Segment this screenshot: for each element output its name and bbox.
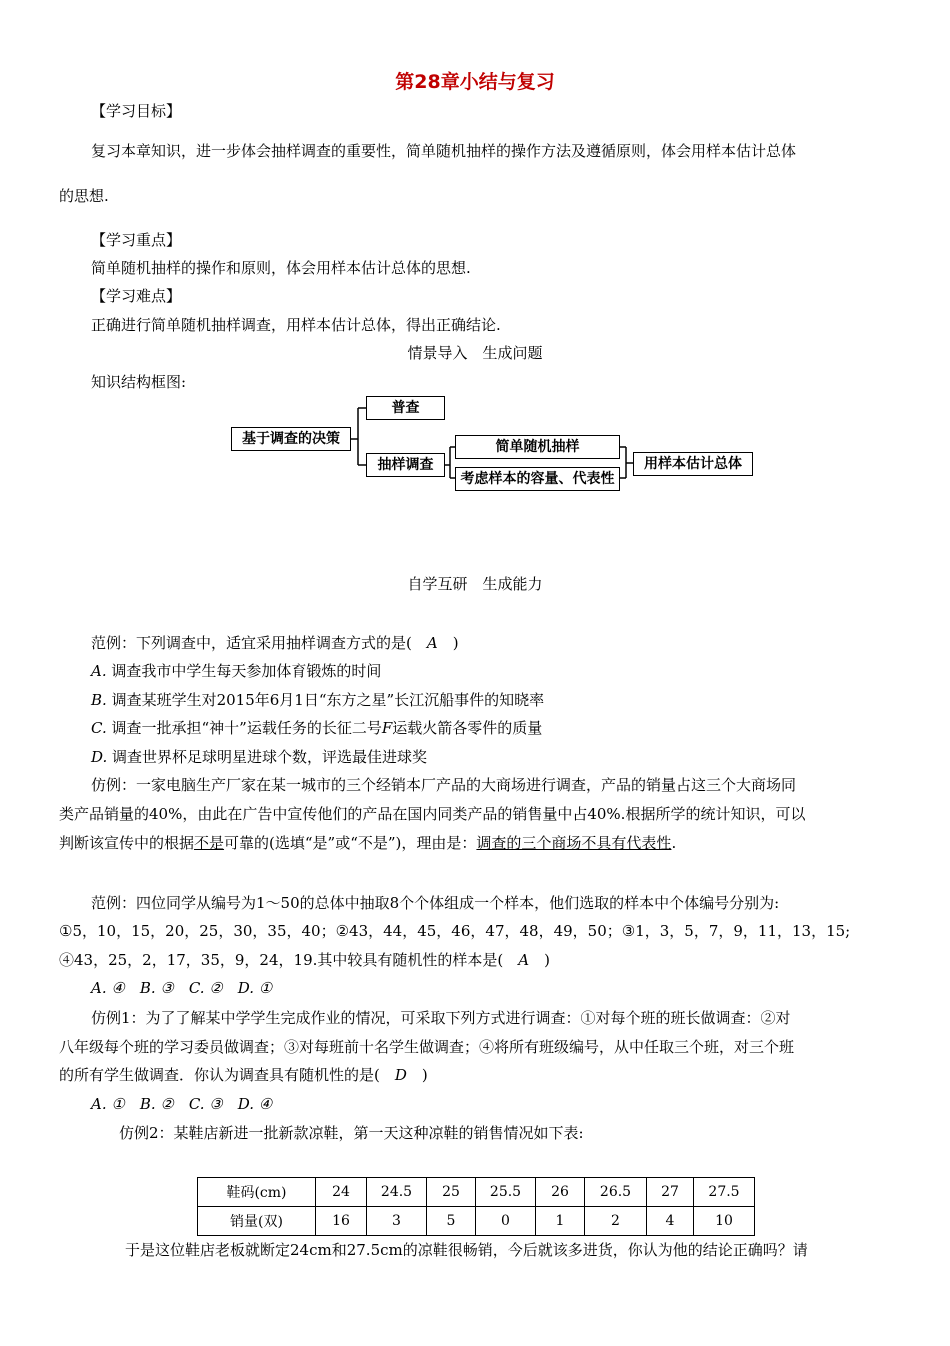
table-cell: 5: [427, 1207, 476, 1236]
table-cell: 26.5: [585, 1178, 647, 1207]
table-cell: 2: [585, 1207, 647, 1236]
example1-option-d: D. 调查世界杯足球明星进球个数，评选最佳进球奖: [91, 748, 428, 766]
goal-text-line2: 的思想.: [59, 187, 109, 205]
diagram-label: 知识结构框图:: [91, 373, 187, 391]
section-heading-1: 情景导入 生成问题: [407, 344, 543, 362]
focus-heading: 【学习重点】: [91, 231, 182, 249]
example2-options: A. ④ B. ③ C. ② D. ①: [91, 979, 273, 997]
example2-line1: 范例：四位同学从编号为1～50的总体中抽取8个个体组成一个样本，他们选取的样本中个体编号分别为:: [91, 894, 780, 912]
table-cell: 25.5: [476, 1178, 536, 1207]
imitation1-line3: 判断该宣传中的根据不是可靠的(选填“是”或“不是”)，理由是：调查的三个商场不具有代表性.: [59, 834, 677, 852]
imitation2-options: A. ① B. ② C. ③ D. ④: [91, 1095, 273, 1113]
table-cell: 24.5: [367, 1178, 427, 1207]
goal-heading: 【学习目标】: [91, 102, 182, 120]
diagram-node-sampling: 抽样调查: [366, 453, 445, 477]
example2-line2: ①5，10，15，20，25，30，35，40；②43，44，45，46，47，48，49，50；③1，3，5，7，9，11，13，15;: [59, 922, 851, 940]
imitation2-answer: D: [394, 1066, 407, 1084]
difficulty-heading: 【学习难点】: [91, 287, 182, 305]
table-cell: 10: [694, 1207, 755, 1236]
goal-text-line1: 复习本章知识，进一步体会抽样调查的重要性，简单随机抽样的操作方法及遵循原则，体会用样本估计总体: [91, 142, 797, 160]
section-heading-2: 自学互研 生成能力: [407, 575, 543, 593]
table-cell: 24: [316, 1178, 367, 1207]
table-cell: 25: [427, 1178, 476, 1207]
imitation1-answer1: 不是: [194, 834, 225, 852]
diagram-node-estimate: 用样本估计总体: [633, 452, 753, 476]
diagram-node-census: 普查: [366, 396, 445, 420]
table-cell: 27: [647, 1178, 694, 1207]
diagram-node-sample-size: 考虑样本的容量、代表性: [455, 467, 620, 491]
imitation3-intro: 仿例2：某鞋店新进一批新款凉鞋，第一天这种凉鞋的销售情况如下表:: [119, 1124, 584, 1142]
example1-option-c: C. 调查一批承担“神十”运载任务的长征二号F运载火箭各零件的质量: [91, 719, 543, 737]
table-row-sizes: [198, 1178, 755, 1207]
table-cell: 16: [316, 1207, 367, 1236]
page-title: 第28章小结与复习: [395, 71, 555, 93]
example1-question: 范例：下列调查中，适宜采用抽样调查方式的是( A ): [91, 634, 459, 652]
table-cell: 0: [476, 1207, 536, 1236]
imitation3-conclusion: 于是这位鞋店老板就断定24cm和27.5cm的凉鞋很畅销，今后就该多进货，你认为他的结论正确吗？请: [125, 1241, 808, 1259]
table-header-sales: 销量(双): [198, 1207, 316, 1236]
focus-text: 简单随机抽样的操作和原则，体会用样本估计总体的思想.: [91, 259, 471, 277]
table-row-sales: [198, 1207, 755, 1236]
example2-answer: A: [518, 951, 530, 969]
imitation2-line2: 八年级每个班的学习委员做调查；③对每班前十名学生做调查；④将所有班级编号，从中任取三个班，对三个班: [59, 1038, 795, 1056]
table-cell: 4: [647, 1207, 694, 1236]
table-cell: 27.5: [694, 1178, 755, 1207]
imitation2-line3: 的所有学生做调查．你认为调查具有随机性的是( D ): [59, 1066, 428, 1084]
imitation1-line1: 仿例：一家电脑生产厂家在某一城市的三个经销本厂产品的大商场进行调查，产品的销量占这三个大商场同: [91, 776, 797, 794]
diagram-connectors: [0, 0, 950, 500]
sales-table: [197, 1177, 755, 1236]
imitation1-answer2: 调查的三个商场不具有代表性: [476, 834, 672, 852]
table-header-size: 鞋码(cm): [198, 1178, 316, 1207]
example2-line3: ④43，25，2，17，35，9，24，19.其中较具有随机性的样本是( A ): [59, 951, 550, 969]
example1-answer: A: [426, 634, 438, 652]
imitation1-line2: 类产品销量的40%，由此在广告中宣传他们的产品在国内同类产品的销售量中占40%.根据所学的统计知识，可以: [59, 805, 806, 823]
diagram-node-simple-random: 简单随机抽样: [455, 435, 620, 459]
difficulty-text: 正确进行简单随机抽样调查，用样本估计总体，得出正确结论.: [91, 316, 501, 334]
example1-option-b: B. 调查某班学生对2015年6月1日“东方之星”长江沉船事件的知晓率: [91, 691, 545, 709]
imitation2-line1: 仿例1：为了了解某中学学生完成作业的情况，可采取下列方式进行调查：①对每个班的班长做调查：②对: [91, 1009, 791, 1027]
table-cell: 3: [367, 1207, 427, 1236]
table-cell: 1: [536, 1207, 585, 1236]
table-cell: 26: [536, 1178, 585, 1207]
diagram-node-decision: 基于调查的决策: [231, 427, 351, 451]
example1-option-a: A. 调查我市中学生每天参加体育锻炼的时间: [91, 662, 382, 680]
